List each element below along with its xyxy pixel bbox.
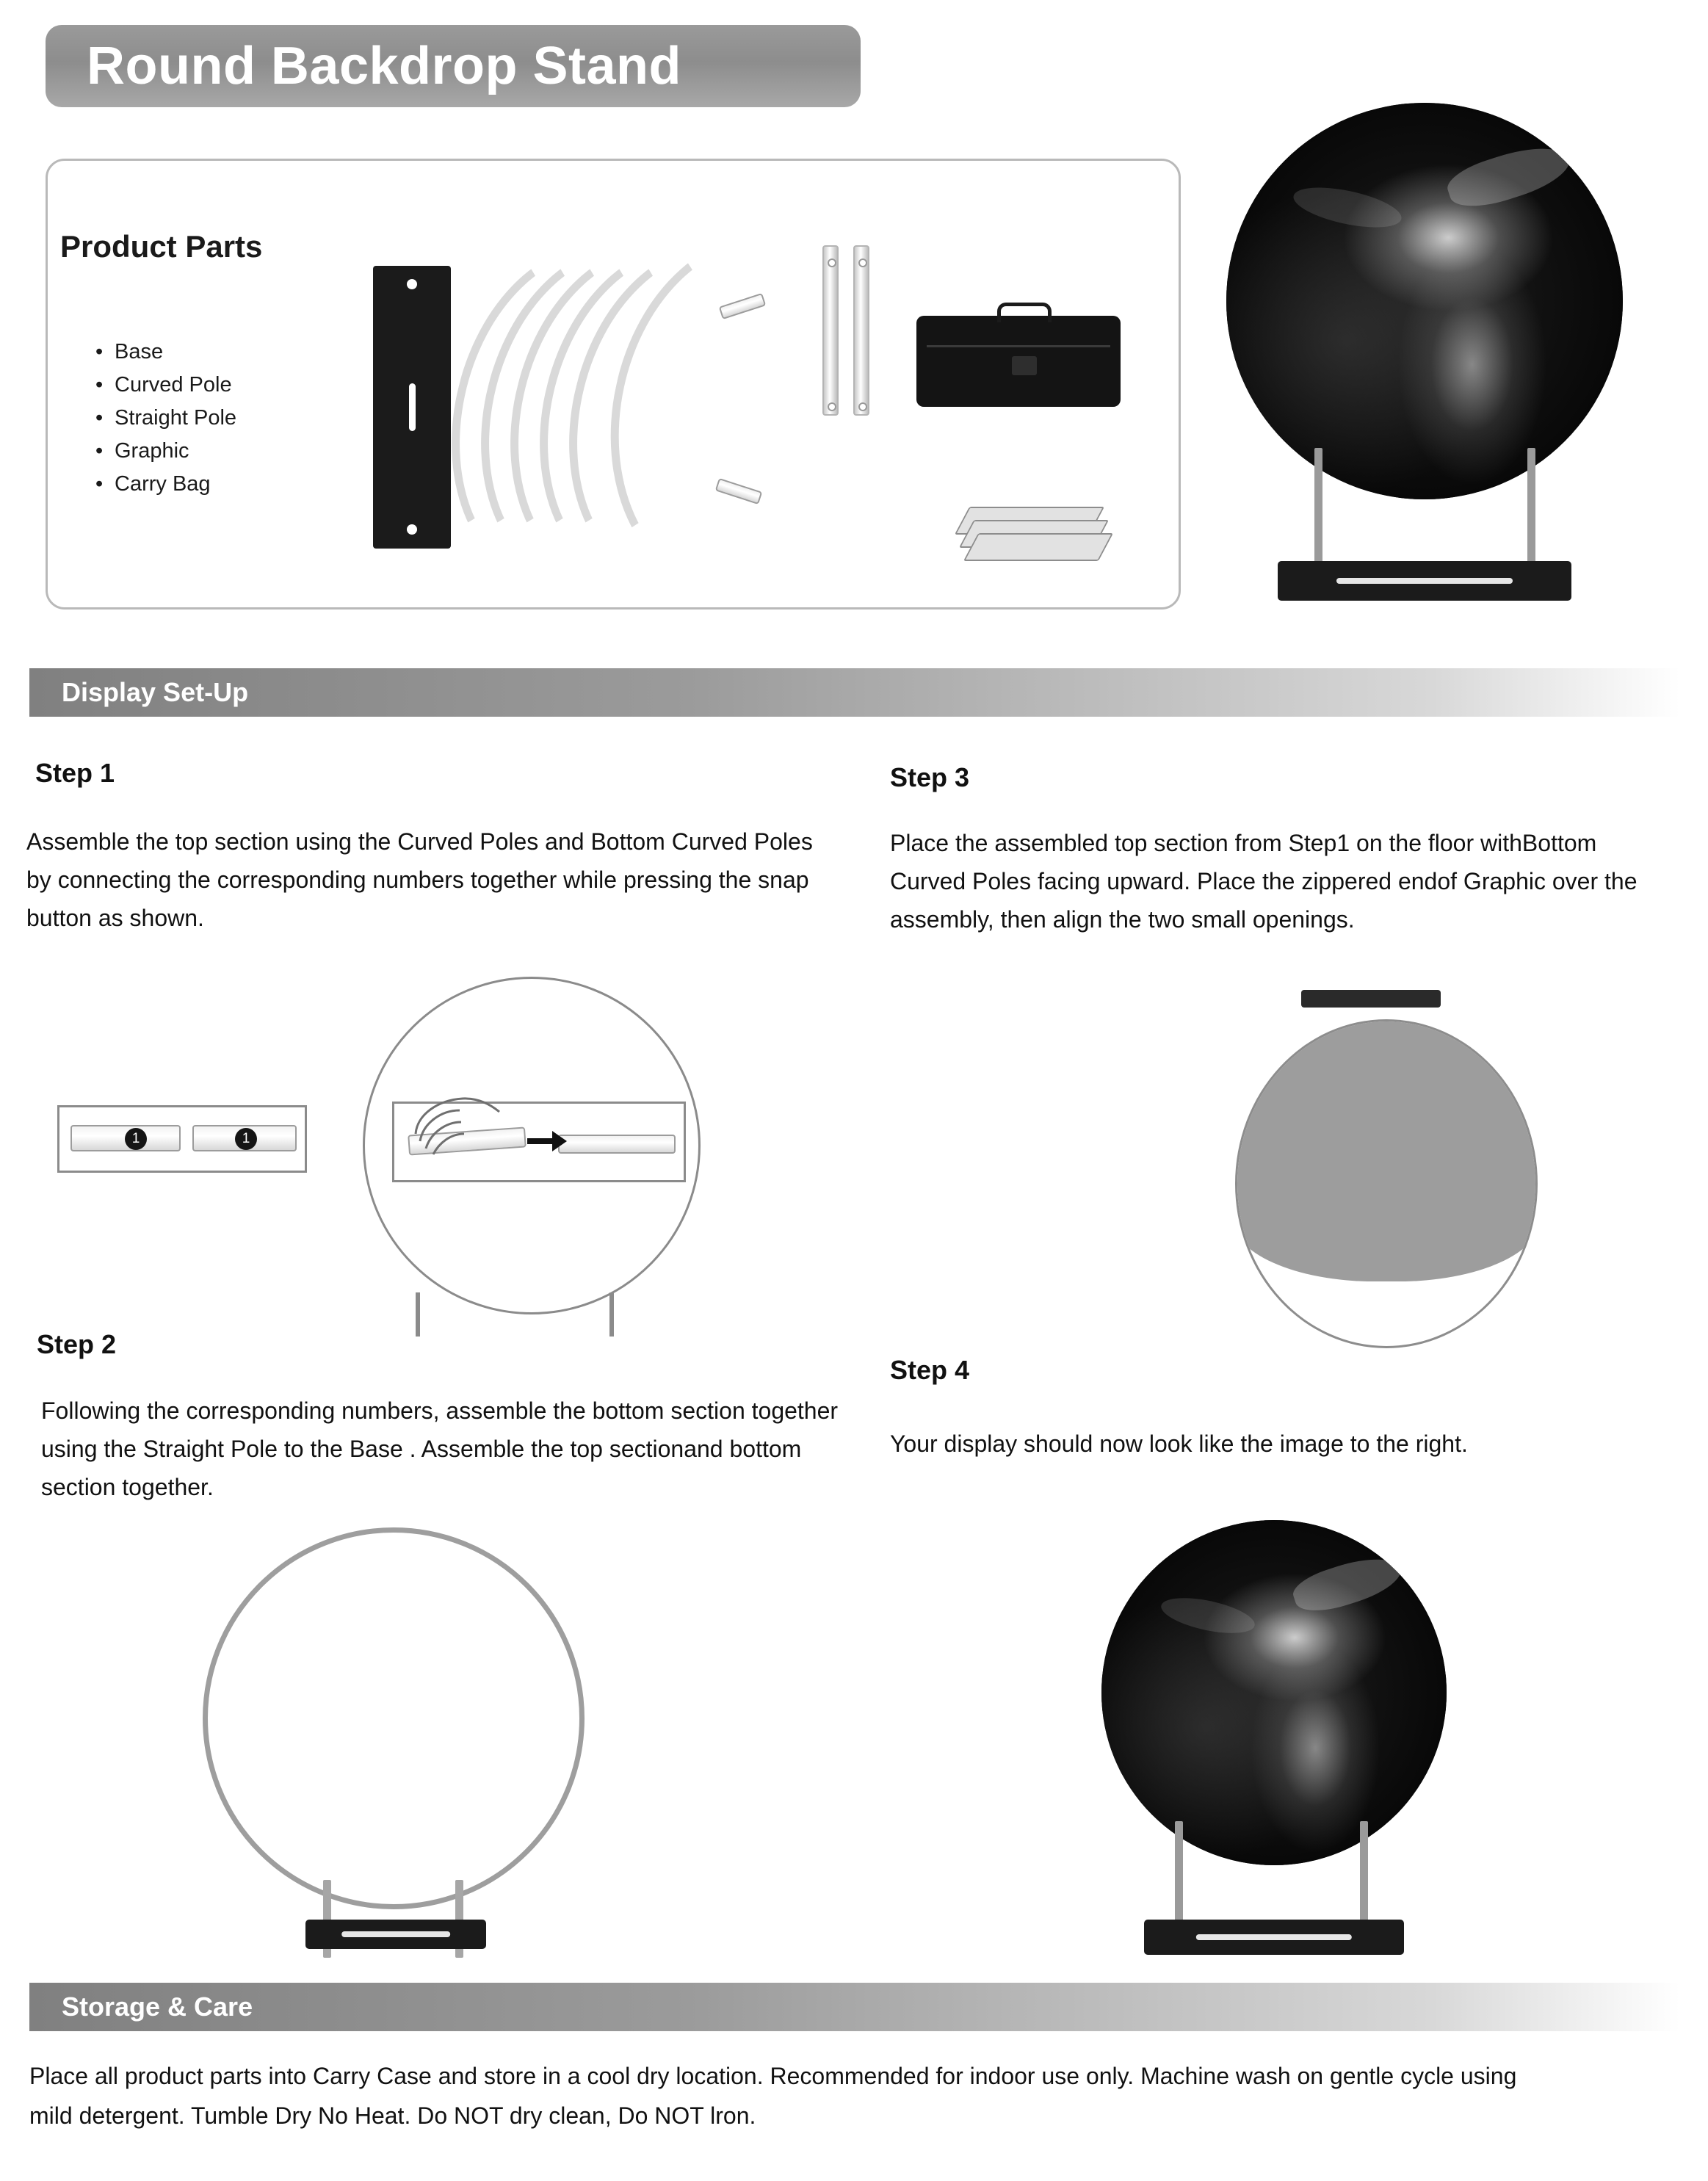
straight-pole-illustration [822,245,839,416]
pole-number-badge: 1 [125,1128,147,1150]
base-plate-illustration [373,266,451,549]
step-1-heading: Step 1 [35,758,115,788]
list-item: • Graphic [95,435,236,468]
list-item: • Carry Bag [95,468,236,501]
storage-care-body: Place all product parts into Carry Case and store in a cool dry location. Recommended for indoor use only. Machine wash on gentle cycle using mild detergent. Tumble Dry No Heat. Do NOT dry clean, Do NOT lron. [29,2063,1517,2129]
graphic-fabric-illustration [962,507,1109,573]
page-title: Round Backdrop Stand [87,37,682,95]
step-1-ring-leg [609,1292,614,1337]
step-1-body: Assemble the top section using the Curved Poles and Bottom Curved Poles by connecting the corresponding numbers together while pressing the snap button as shown. [26,828,813,931]
list-item: • Base [95,336,236,369]
finished-display-illustration [1219,103,1630,617]
step-2-heading: Step 2 [37,1329,117,1359]
product-parts-heading: Product Parts [60,229,263,264]
step-4-heading: Step 4 [890,1355,970,1385]
hand-pressing-icon [402,1079,542,1168]
graphic-disc [1226,103,1623,499]
straight-pole-illustration [853,245,869,416]
step-1-ring-leg [416,1292,420,1337]
pole-number-badge: 1 [235,1128,257,1150]
step-4-body: Your display should now look like the image to the right. [890,1431,1468,1457]
section-header-label: Storage & Care [62,1992,253,2022]
section-header-label: Display Set-Up [62,677,249,707]
section-header-storage-care [29,1983,1680,2031]
step-3-graphic-over-frame [1235,1019,1538,1348]
step-1-detail-tube [558,1135,676,1154]
product-parts-list [66,336,236,501]
step-2-body: Following the corresponding numbers, assemble the bottom section together using the Straight Pole to the Base . Assemble the top sectionand bottom section together. [41,1397,839,1500]
carry-bag-illustration [916,316,1121,407]
list-item: • Curved Pole [95,369,236,402]
document-title-banner [46,25,861,107]
step-4-finished-display [1087,1520,1469,1968]
step-3-zipper-handle [1301,990,1441,1008]
graphic-disc [1101,1520,1447,1865]
step-3-body: Place the assembled top section from Step1 on the floor withBottom Curved Poles facing upward. Place the zippered endof Graphic over the assembly, then align the two small openings. [890,830,1638,933]
step-3-heading: Step 3 [890,762,970,792]
list-item: • Straight Pole [95,402,236,435]
step-2-assembled-ring [203,1527,585,1909]
step-2-base-plate [305,1920,486,1949]
arrow-right-icon [524,1126,570,1156]
section-header-display-setup [29,668,1680,717]
